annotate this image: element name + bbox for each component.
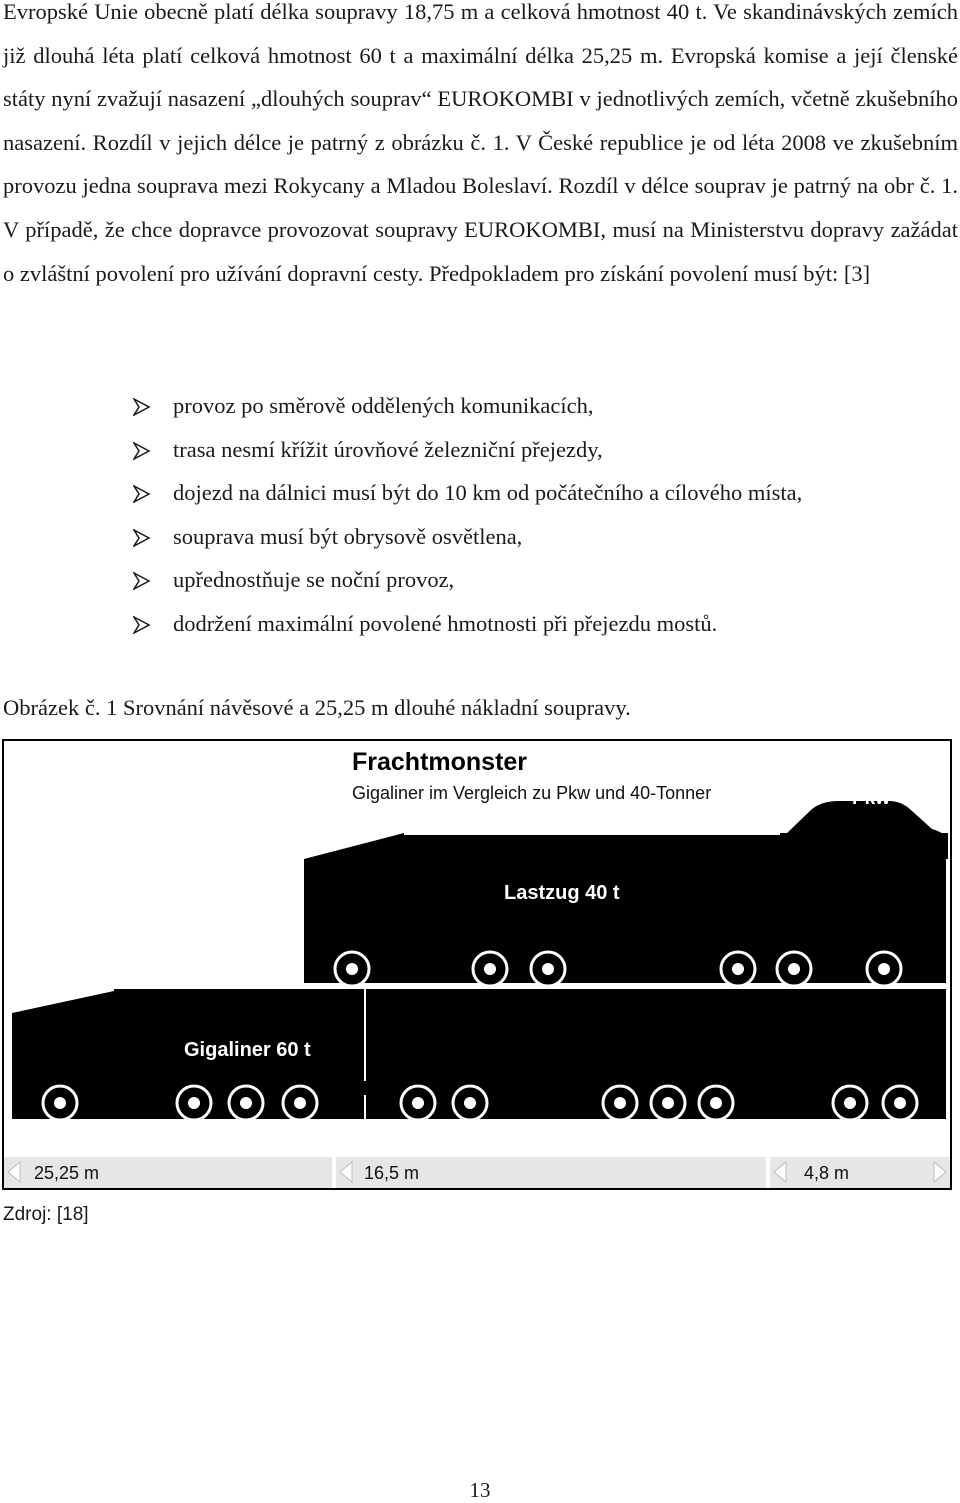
list-item <box>133 428 953 472</box>
truck-40t-illustration <box>304 833 946 986</box>
gigaliner-length: 25,25 m <box>34 1163 100 1183</box>
gigaliner-label: Gigaliner 60 t <box>184 1039 311 1061</box>
list-item <box>133 515 953 559</box>
arrowhead-bullet-icon <box>133 485 151 503</box>
car-label: Pkw <box>852 788 891 809</box>
figure-title: Frachtmonster <box>352 748 528 776</box>
gigaliner-illustration <box>12 989 946 1120</box>
list-item-text: souprava musí být obrysově osvětlena, <box>173 523 523 549</box>
list-item <box>133 558 953 602</box>
page-number: 13 <box>469 1478 491 1502</box>
list-item-text: provoz po směrově oddělených komunikacích, <box>173 393 594 418</box>
arrowhead-bullet-icon <box>133 572 151 590</box>
figure-subtitle: Gigaliner im Vergleich zu Pkw und 40-Tonner <box>352 783 712 803</box>
list-item-text: upřednostňuje se noční provoz, <box>173 567 455 593</box>
vehicle-comparison-illustration <box>4 741 950 1188</box>
length-scale <box>4 1157 950 1188</box>
figure-caption: Obrázek č. 1 Srovnání návěsové a 25,25 m dlouhé nákladní soupravy. <box>3 695 631 720</box>
figure-source: Zdroj: [18] <box>3 1204 89 1225</box>
body-paragraph: Evropské Unie obecně platí délka soupravy 18,75 m a celková hmotnost 40 t. Ve skandinávských zemích již dlouhá léta platí celková hmotnost 60 t a maximální délka 25,25 m. Evropská komise a její členské státy nyní zvažují nasazení „dlouhých souprav“ EUROKOMBI v jednotlivých zemích, včetně zkušebního nasazení. Rozdíl v jejich délce je patrný z obrázku č. 1. V České republice je od léta 2008 ve zkušebním provozu jedna souprava mezi Rokycany a Mladou Boleslaví. Rozdíl v délce souprav je patrný na obr č. 1. V případě, že chce dopravce provozovat soupravy EUROKOMBI, musí na Ministerstvu dopravy zažádat o zvláštní povolení pro užívání dopravní cesty. Předpokladem pro získání povolení musí být: [3] <box>3 0 958 286</box>
list-item <box>133 384 953 428</box>
arrowhead-bullet-icon <box>133 616 151 634</box>
arrowhead-bullet-icon <box>133 398 151 416</box>
arrowhead-bullet-icon <box>133 442 151 460</box>
pkw-length: 4,8 m <box>804 1163 850 1183</box>
list-item-text: dodržení maximální povolené hmotnosti při přejezdu mostů. <box>173 610 718 636</box>
list-item <box>133 471 953 515</box>
list-item <box>133 602 953 646</box>
requirements-list <box>133 384 953 646</box>
list-item-text: trasa nesmí křížit úrovňové železniční přejezdy, <box>173 436 603 462</box>
vehicle-comparison-figure <box>2 739 952 1190</box>
truck-40t-label: Lastzug 40 t <box>504 882 620 904</box>
list-item-text: dojezd na dálnici musí být do 10 km od počátečního a cílového místa, <box>173 480 803 506</box>
pkw-length-bar <box>770 1157 950 1188</box>
lastzug-length: 16,5 m <box>364 1163 420 1183</box>
arrowhead-bullet-icon <box>133 529 151 547</box>
